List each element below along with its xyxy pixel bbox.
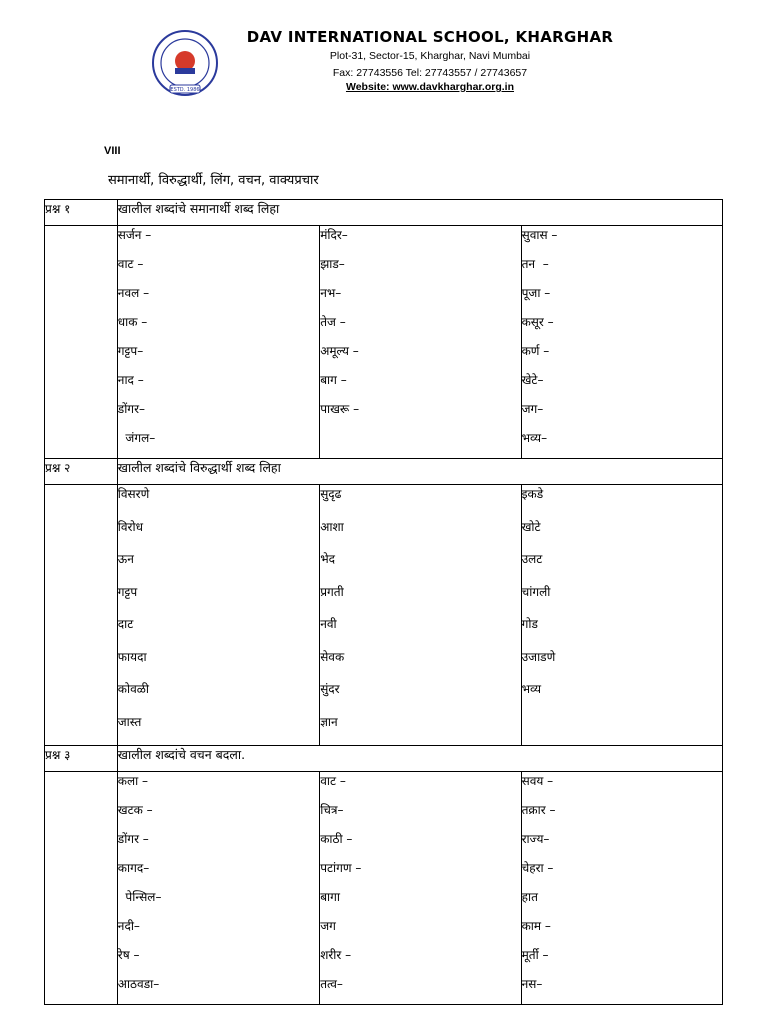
question-number: प्रश्न १ [45, 200, 118, 226]
word-item: आशा [320, 519, 344, 534]
word-item: पेन्सिल– [117, 890, 162, 904]
word-item: पाखरू – [320, 402, 360, 416]
word-item: तन – [521, 257, 549, 271]
word-item: हात [521, 890, 538, 904]
class-label: VIII [104, 145, 121, 157]
school-info [230, 28, 630, 94]
school-name: DAV INTERNATIONAL SCHOOL, KHARGHAR [246, 28, 614, 46]
word-item: काठी – [320, 832, 353, 846]
word-item: जास्त [117, 714, 142, 729]
word-item: वाट – [320, 774, 346, 788]
question-title: खालील शब्दांचे समानार्थी शब्द लिहा [117, 200, 722, 226]
word-column [320, 772, 521, 1005]
word-item: चांगली [521, 584, 551, 599]
word-item: डोंगर – [117, 832, 149, 846]
word-column [117, 772, 319, 1005]
word-item: नभ– [320, 286, 342, 300]
word-item: शरीर – [320, 948, 352, 962]
word-item: उलट [521, 552, 543, 566]
word-item: तेज – [320, 315, 346, 329]
question-header-row [45, 459, 723, 485]
question-body-row [45, 485, 723, 746]
word-item: नवल – [117, 286, 150, 300]
word-column [320, 226, 521, 459]
word-item: आठवडा– [117, 977, 160, 991]
word-item: सर्जन – [117, 228, 152, 242]
school-contact: Fax: 27743556 Tel: 27743557 / 27743657 [332, 67, 528, 79]
question-number: प्रश्न ३ [45, 746, 118, 772]
word-item: जंगल– [117, 431, 156, 445]
word-item: जग [320, 919, 336, 933]
word-column [117, 485, 319, 746]
word-item: सुवास – [521, 228, 558, 242]
word-item: दाट [117, 617, 134, 631]
word-item: पटांगण – [320, 861, 362, 875]
word-item: सुंदर [320, 682, 340, 696]
word-item: गट्टप [117, 584, 138, 599]
word-item: तक्रार – [521, 803, 556, 817]
word-item: खटक – [117, 803, 153, 817]
word-item: कागद– [117, 861, 150, 875]
word-item: सुदृढ [320, 487, 342, 501]
question-title: खालील शब्दांचे विरुद्धार्थी शब्द लिहा [117, 459, 722, 485]
word-item: झाड– [320, 257, 345, 271]
word-item [522, 713, 722, 746]
word-item: उजाडणे [521, 649, 556, 664]
word-item: गट्टप– [117, 344, 144, 358]
word-item: जग– [521, 402, 544, 416]
word-item: धाक – [117, 315, 148, 329]
word-column [521, 485, 722, 746]
word-item: ज्ञान [320, 714, 338, 729]
word-item: खोटे [521, 519, 541, 534]
word-item: नदी– [117, 919, 140, 933]
word-item: भेद [320, 552, 335, 566]
word-item [320, 429, 520, 458]
word-item: चेहरा – [521, 861, 554, 875]
word-item: बागा [320, 890, 341, 904]
word-item: कसूर – [521, 315, 554, 329]
word-item: विरोध [117, 519, 143, 534]
question-header-row [45, 746, 723, 772]
question-title: खालील शब्दांचे वचन बदला. [117, 746, 722, 772]
school-address: Plot-31, Sector-15, Kharghar, Navi Mumbai [329, 50, 531, 62]
school-website-link[interactable]: Website: www.davkharghar.org.in [345, 81, 515, 93]
word-item: कला – [117, 774, 149, 788]
school-logo-icon [150, 28, 220, 98]
word-item: नाद – [117, 373, 144, 387]
word-item: विसरणे [117, 487, 150, 501]
question-number: प्रश्न २ [45, 459, 118, 485]
word-item: कर्ण – [521, 344, 550, 358]
word-item: मंदिर– [320, 228, 348, 242]
word-item: गोड [521, 617, 538, 631]
word-item: फायदा [117, 649, 147, 664]
word-item: काम – [521, 919, 551, 933]
logo-estd-text: ESTD. 1986 [170, 87, 200, 93]
word-item: रेष – [117, 948, 140, 962]
worksheet-table [44, 199, 723, 1005]
word-item: कोवळी [117, 682, 150, 696]
word-item: सेवक [320, 649, 345, 664]
worksheet-topic: समानार्थी, विरुद्धार्थी, लिंग, वचन, वाक्यप्रचार [108, 173, 319, 188]
question-number-blank [45, 226, 118, 459]
word-item: अमूल्य – [320, 344, 359, 358]
word-item: भव्य [521, 682, 542, 696]
word-item: पूजा – [521, 286, 551, 300]
question-header-row [45, 200, 723, 226]
word-item: सवय – [521, 774, 554, 788]
word-item: नवी [320, 617, 337, 631]
word-item: भव्य– [521, 431, 548, 445]
question-body-row [45, 772, 723, 1005]
word-item: बाग – [320, 373, 347, 387]
word-item: इकडे [521, 487, 544, 501]
word-item: नस– [521, 977, 543, 991]
word-item: प्रगती [320, 584, 344, 599]
school-header [0, 0, 768, 110]
word-column [117, 226, 319, 459]
question-number-blank [45, 485, 118, 746]
word-item: ऊन [117, 552, 134, 566]
word-item: राज्य– [521, 832, 550, 846]
question-number-blank [45, 772, 118, 1005]
word-item: मूर्ती – [521, 948, 549, 962]
word-item: चित्र– [320, 803, 344, 817]
word-column [320, 485, 521, 746]
word-item: डोंगर– [117, 402, 145, 416]
word-item: तत्व– [320, 977, 343, 991]
word-item: वाट – [117, 257, 144, 271]
word-column [521, 226, 722, 459]
word-item: खेटे– [521, 373, 544, 387]
question-body-row [45, 226, 723, 459]
word-column [521, 772, 722, 1005]
